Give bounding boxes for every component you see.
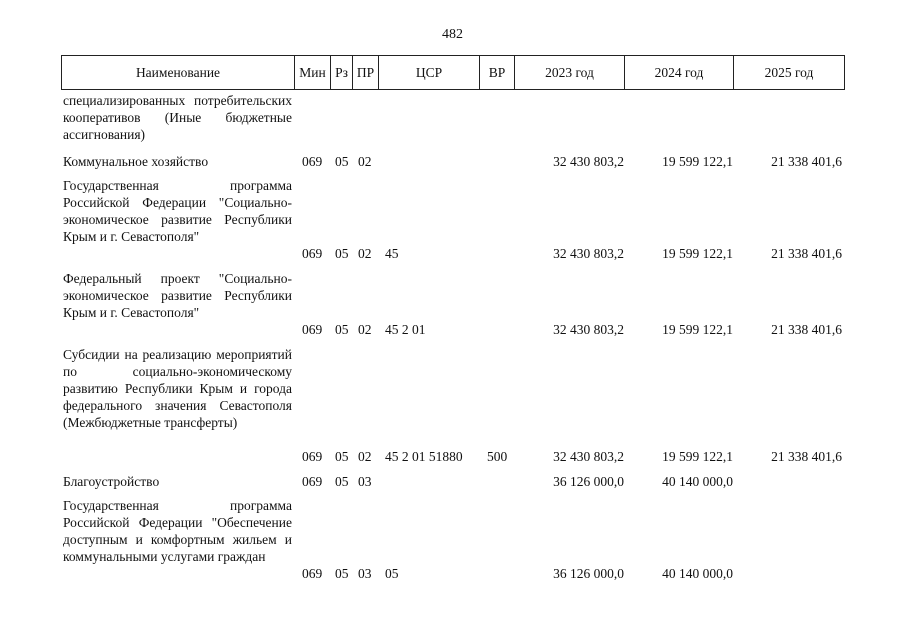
cell-rz: 05 (335, 566, 349, 581)
cell-2023: 32 430 803,2 (553, 449, 624, 464)
cell-2023: 32 430 803,2 (553, 322, 624, 337)
header-csr: ЦСР (378, 56, 479, 89)
cell-min: 069 (302, 474, 323, 489)
cell-2025: 21 338 401,6 (771, 154, 842, 169)
cell-pr: 02 (358, 246, 372, 261)
cell-min: 069 (302, 322, 323, 337)
cell-rz: 05 (335, 474, 349, 489)
cell-min: 069 (302, 566, 323, 581)
cell-pr: 02 (358, 154, 372, 169)
table-row (0, 497, 905, 587)
cell-csr: 45 2 01 (385, 322, 426, 337)
cell-csr: 45 (385, 246, 399, 261)
header-pr: ПР (352, 56, 378, 89)
cell-csr: 05 (385, 566, 399, 581)
cell-2023: 36 126 000,0 (553, 566, 624, 581)
cell-min: 069 (302, 246, 323, 261)
header-min: Мин (294, 56, 330, 89)
cell-vr: 500 (487, 449, 508, 464)
row-name: Коммунальное хозяйство (63, 154, 209, 169)
cell-2024: 19 599 122,1 (662, 154, 733, 169)
header-rz: Рз (330, 56, 352, 89)
table-row (0, 92, 905, 153)
header-2025: 2025 год (733, 56, 844, 89)
cell-pr: 03 (358, 474, 372, 489)
page-number: 482 (442, 27, 463, 42)
header-vr: ВР (479, 56, 514, 89)
cell-2025: 21 338 401,6 (771, 246, 842, 261)
cell-pr: 02 (358, 449, 372, 464)
cell-rz: 05 (335, 322, 349, 337)
cell-pr: 03 (358, 566, 372, 581)
table-row (0, 177, 905, 270)
cell-2023: 32 430 803,2 (553, 154, 624, 169)
cell-2024: 19 599 122,1 (662, 322, 733, 337)
cell-min: 069 (302, 154, 323, 169)
row-name: специализированных потребительских кооперативов (Иные бюджетные ассигнования) (63, 93, 292, 142)
cell-2024: 19 599 122,1 (662, 246, 733, 261)
cell-2024: 40 140 000,0 (662, 474, 733, 489)
table-body (0, 92, 905, 587)
row-name: Субсидии на реализацию мероприятий по социально-экономическому развитию Республики Крым и города федерального значения Севастополя (Межбюджетные трансферты) (63, 347, 292, 430)
header-2024: 2024 год (624, 56, 733, 89)
cell-rz: 05 (335, 449, 349, 464)
table-row (0, 270, 905, 346)
cell-2025: 21 338 401,6 (771, 449, 842, 464)
header-2023: 2023 год (514, 56, 624, 89)
table-header (61, 55, 845, 90)
row-name: Государственная программа Российской Федерации "Социально-экономическое развитие Республики Крым и г. Севастополя" (63, 178, 292, 244)
cell-csr: 45 2 01 51880 (385, 449, 463, 464)
header-name: Наименование (135, 64, 221, 80)
table-row (0, 153, 905, 177)
table-row (0, 473, 905, 497)
row-name: Благоустройство (63, 474, 160, 489)
cell-2024: 19 599 122,1 (662, 449, 733, 464)
cell-2025: 21 338 401,6 (771, 322, 842, 337)
cell-rz: 05 (335, 154, 349, 169)
cell-pr: 02 (358, 322, 372, 337)
cell-2023: 36 126 000,0 (553, 474, 624, 489)
cell-rz: 05 (335, 246, 349, 261)
cell-2023: 32 430 803,2 (553, 246, 624, 261)
cell-2024: 40 140 000,0 (662, 566, 733, 581)
table-row (0, 346, 905, 473)
row-name: Государственная программа Российской Федерации "Обеспечение доступным и комфортным жильем и коммунальными услугами граждан (63, 498, 292, 564)
cell-min: 069 (302, 449, 323, 464)
row-name: Федеральный проект "Социально-экономическое развитие Республики Крым и г. Севастополя" (63, 271, 292, 320)
